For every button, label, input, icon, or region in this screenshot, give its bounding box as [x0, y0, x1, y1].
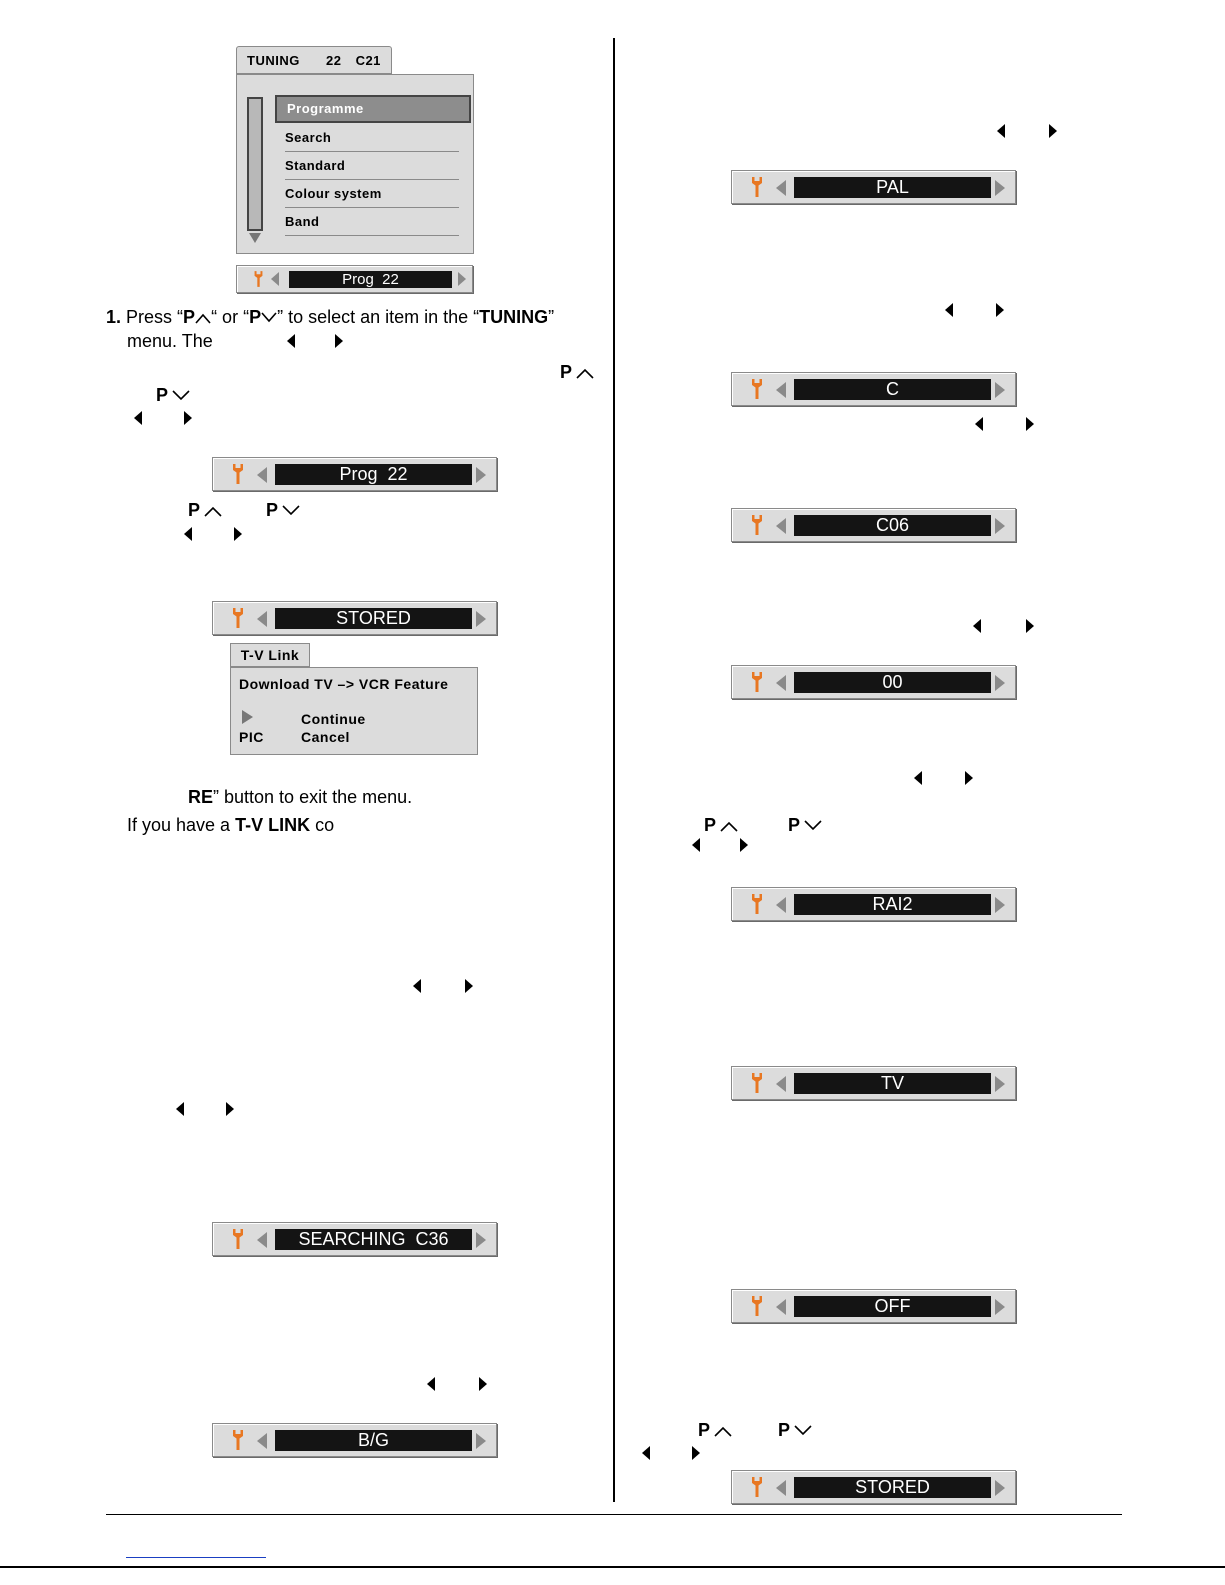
wrench-icon: [750, 893, 764, 915]
tuning-menu: [236, 74, 474, 254]
menu-item-search[interactable]: Search: [285, 124, 459, 152]
wrench-icon: [750, 176, 764, 198]
text-fragment: ”: [548, 307, 555, 327]
arrow-right-icon: [995, 382, 1005, 398]
arrow-left-icon: [176, 1102, 184, 1116]
arrow-left-icon: [776, 675, 786, 691]
chevron-up-icon: [714, 1425, 732, 1437]
arrow-left-icon: [973, 619, 981, 633]
scroll-down-icon[interactable]: [249, 233, 261, 243]
arrow-right-icon: [476, 1433, 486, 1449]
arrow-left-icon: [776, 1299, 786, 1315]
chevron-down-icon: [282, 505, 300, 517]
arrow-left-icon: [257, 1232, 267, 1248]
name-bar: [731, 887, 1016, 921]
tuning-menu-tab: [236, 46, 392, 74]
wrench-icon: [750, 378, 764, 400]
arrow-left-icon: [287, 334, 295, 348]
bar-value: OFF: [794, 1296, 991, 1317]
stored-bar: [212, 601, 497, 635]
arrow-right-icon: [740, 838, 748, 852]
wrench-icon: [750, 1072, 764, 1094]
wrench-icon: [231, 1429, 245, 1451]
chevron-down-icon: [804, 820, 822, 832]
wrench-icon: [231, 1228, 245, 1250]
p-down-key: P: [156, 384, 190, 406]
standard-bar: [212, 1423, 497, 1457]
arrow-right-icon: [995, 180, 1005, 196]
chevron-down-icon: [261, 312, 277, 324]
arrow-right-icon: [995, 675, 1005, 691]
chevron-up-icon: [720, 820, 738, 832]
p-up-key: P: [698, 1419, 732, 1441]
chevron-down-icon: [172, 390, 190, 402]
arrow-left-icon: [257, 1433, 267, 1449]
arrow-right-icon: [476, 467, 486, 483]
p-down-key: P: [778, 1419, 812, 1441]
arrow-left-icon: [914, 771, 922, 785]
bar-value: Prog 22: [275, 464, 472, 485]
arrow-right-icon: [995, 1480, 1005, 1496]
tv-link-download-text: Download TV –> VCR Feature: [239, 676, 449, 692]
bar-value: SEARCHING C36: [275, 1229, 472, 1250]
channel-bar: [731, 508, 1016, 542]
wrench-icon: [750, 671, 764, 693]
wrench-icon: [231, 463, 245, 485]
play-icon: [242, 710, 253, 724]
p-up-key: P: [188, 499, 222, 521]
arrow-right-icon: [995, 1299, 1005, 1315]
bar-value: PAL: [794, 177, 991, 198]
arrow-left-icon: [257, 611, 267, 627]
step1-line1: [106, 306, 554, 328]
tuning-channel: C21: [355, 53, 381, 68]
p-down-key: P: [266, 499, 300, 521]
arrow-right-icon: [1026, 417, 1034, 431]
p-key-label: P: [249, 307, 262, 327]
arrow-left-icon: [184, 527, 192, 541]
arrow-right-icon: [692, 1446, 700, 1460]
wrench-icon: [750, 1295, 764, 1317]
arrow-right-icon: [995, 1076, 1005, 1092]
bar-value: C: [794, 379, 991, 400]
arrow-left-icon: [776, 897, 786, 913]
arrow-right-icon: [1026, 619, 1034, 633]
searching-bar: [212, 1222, 497, 1256]
arrow-left-icon: [975, 417, 983, 431]
arrow-left-icon: [257, 467, 267, 483]
skip-bar: [731, 1289, 1016, 1323]
chevron-up-icon: [576, 367, 594, 379]
footer-link-underline: [126, 1557, 266, 1558]
colour-system-bar: [731, 170, 1016, 204]
p-up-key: P: [704, 814, 738, 836]
tuning-prog-number: 22: [325, 53, 342, 68]
menu-item-programme[interactable]: Programme: [275, 95, 471, 123]
bar-value: STORED: [275, 608, 472, 629]
step1-line2: menu. The: [127, 331, 213, 351]
arrow-left-icon: [642, 1446, 650, 1460]
arrow-right-icon: [476, 1232, 486, 1248]
arrow-left-icon: [776, 382, 786, 398]
tv-link-dialog: [230, 667, 478, 755]
arrow-right-icon: [465, 979, 473, 993]
band-bar: [731, 372, 1016, 406]
arrow-left-icon: [776, 180, 786, 196]
text-fragment: ” to select an item in the “: [277, 307, 480, 327]
arrow-right-icon: [184, 411, 192, 425]
prog-bar-small: [236, 265, 473, 293]
footer-rule: [106, 1514, 1122, 1515]
column-divider: [613, 38, 615, 1502]
source-bar: [731, 1066, 1016, 1100]
arrow-right-icon: [995, 897, 1005, 913]
prog-bar: [212, 457, 497, 491]
menu-name: TUNING: [479, 307, 549, 327]
arrow-left-icon: [945, 303, 953, 317]
bar-value: B/G: [275, 1430, 472, 1451]
pic-key-label: PIC: [239, 729, 264, 745]
bar-value: RAI2: [794, 894, 991, 915]
p-down-key: P: [788, 814, 822, 836]
menu-item-band[interactable]: Band: [285, 208, 459, 236]
chevron-down-icon: [794, 1425, 812, 1437]
arrow-right-icon: [1049, 124, 1057, 138]
arrow-right-icon: [458, 272, 466, 286]
arrow-right-icon: [479, 1377, 487, 1391]
bar-value: C06: [794, 515, 991, 536]
text-fragment: “ or “: [211, 307, 250, 327]
arrow-left-icon: [413, 979, 421, 993]
arrow-left-icon: [776, 518, 786, 534]
stored-bar-right: [731, 1470, 1016, 1504]
wrench-icon: [231, 607, 245, 629]
step-number: 1.: [106, 307, 122, 327]
exit-instruction: RE” button to exit the menu.: [188, 787, 413, 807]
bar-value: STORED: [794, 1477, 991, 1498]
arrow-left-icon: [776, 1076, 786, 1092]
arrow-right-icon: [335, 334, 343, 348]
tv-link-tab: T-V Link: [230, 643, 310, 667]
bar-value: 00: [794, 672, 991, 693]
arrow-left-icon: [271, 272, 279, 286]
arrow-right-icon: [965, 771, 973, 785]
page-bottom-border: [0, 1566, 1225, 1568]
fine-tune-bar: [731, 665, 1016, 699]
cancel-option[interactable]: Cancel: [301, 729, 350, 745]
arrow-right-icon: [995, 518, 1005, 534]
arrow-right-icon: [226, 1102, 234, 1116]
wrench-icon: [750, 1476, 764, 1498]
arrow-right-icon: [234, 527, 242, 541]
arrow-left-icon: [997, 124, 1005, 138]
chevron-up-icon: [195, 312, 211, 324]
tuning-title: TUNING: [247, 53, 300, 68]
continue-option[interactable]: Continue: [301, 711, 366, 727]
arrow-left-icon: [134, 411, 142, 425]
menu-item-standard[interactable]: Standard: [285, 152, 459, 180]
chevron-up-icon: [204, 505, 222, 517]
arrow-left-icon: [776, 1480, 786, 1496]
wrench-icon: [253, 270, 264, 288]
arrow-left-icon: [692, 838, 700, 852]
arrow-right-icon: [476, 611, 486, 627]
wrench-icon: [750, 514, 764, 536]
arrow-right-icon: [996, 303, 1004, 317]
bar-value: Prog 22: [289, 271, 452, 288]
bar-value: TV: [794, 1073, 991, 1094]
p-up-key: P: [560, 361, 594, 383]
tvlink-instruction: If you have a T-V LINK co: [127, 815, 335, 835]
p-key-label: P: [183, 307, 196, 327]
arrow-left-icon: [427, 1377, 435, 1391]
menu-scrollbar[interactable]: [247, 97, 263, 231]
menu-item-colour-system[interactable]: Colour system: [285, 180, 459, 208]
text-fragment: Press “: [126, 307, 184, 327]
